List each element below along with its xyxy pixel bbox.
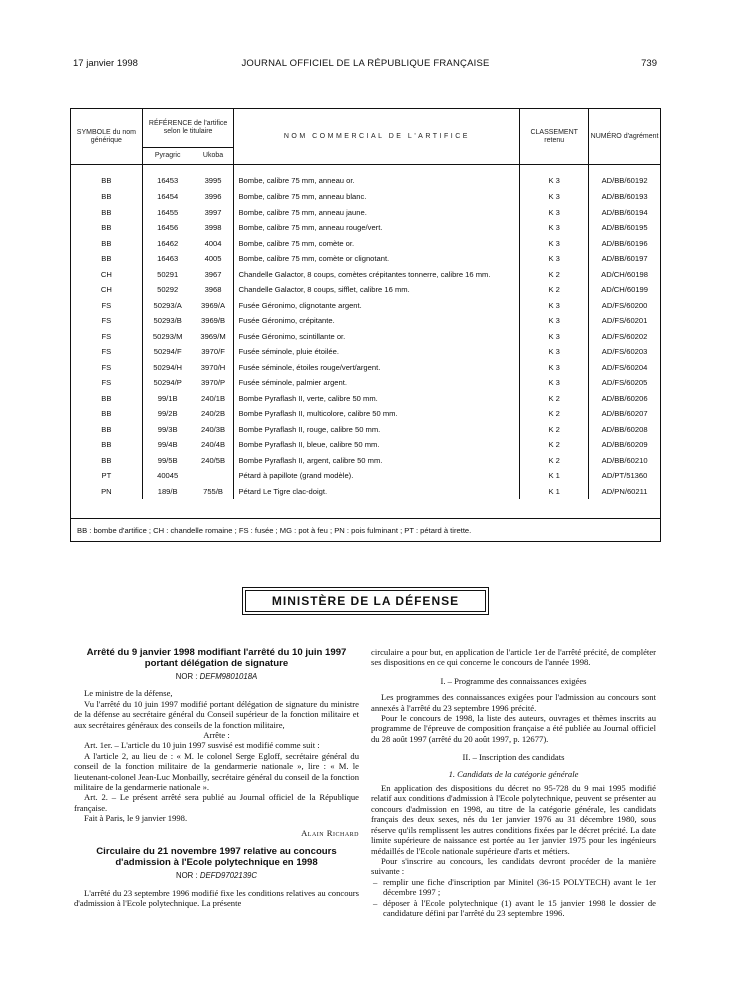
cell-classement: K 3 bbox=[520, 313, 589, 329]
col-header-symbole: SYMBOLE du nom générique bbox=[71, 109, 142, 165]
cell-pyragric: 99/1B bbox=[157, 393, 178, 403]
circulaire-continued: circulaire a pour but, en application de l'article 1er de l'arrêté précité, de compléter ses dispositions en ce qui concerne le concours de l'année 1998. bbox=[371, 647, 656, 668]
table-row bbox=[71, 165, 660, 190]
cell-nom: Bombe Pyraflash II, argent, calibre 50 mm. bbox=[234, 453, 520, 469]
cell-ukoba: 3967 bbox=[193, 267, 234, 283]
cell-pyragric: 16453 bbox=[157, 175, 179, 185]
cell-nom: Bombe Pyraflash II, multicolore, calibre 50 mm. bbox=[234, 406, 520, 422]
cell-numero: AD/BB/60195 bbox=[601, 223, 648, 233]
cell-pyragric: 16463 bbox=[157, 254, 179, 264]
table-row bbox=[71, 360, 660, 376]
cell-numero: AD/CH/60199 bbox=[601, 285, 648, 295]
circulaire-paragraph-1: L'arrêté du 23 septembre 1996 modifié fixe les conditions relatives au concours d'admission à l'Ecole polytechnique. La présente bbox=[74, 887, 359, 908]
table-row bbox=[71, 189, 660, 205]
cell-nom: Chandelle Galactor, 8 coups, comètes crépitantes tonnerre, calibre 16 mm. bbox=[234, 267, 520, 283]
cell-symbole: FS bbox=[71, 313, 142, 329]
table-row bbox=[71, 453, 660, 469]
cell-pyragric: 16455 bbox=[157, 207, 179, 217]
table-row bbox=[71, 220, 660, 236]
left-column bbox=[74, 647, 359, 908]
inscription-paragraph-1: En application des dispositions du décret no 95-728 du 9 mai 1995 modifié relatif aux conditions d'admission à l'Ecole polytechnique, peuvent se présenter au concours d'admission en 1998, au titre de la catégorie générale, les candidats français des deux sexes, nés du 1er janvier 1976 au 31 décembre 1980, sous réserve qu'ils remplissent les autres conditions fixées par le décret précité. La date limite supérieure de naissance est portée au 1er janvier 1975 pour les ingénieurs médaillés de l'Ecole nationale supérieure d'arts et métiers. bbox=[371, 783, 656, 856]
cell-ukoba: 755/B bbox=[193, 484, 234, 500]
inscription-step-1: – remplir une fiche d'inscription par Minitel (36-15 POLYTECH) avant le 1er décembre 1997 ; bbox=[371, 877, 656, 898]
col-header-nom: NOM COMMERCIAL DE L'ARTIFICE bbox=[234, 109, 520, 165]
cell-symbole: BB bbox=[71, 406, 142, 422]
cell-nom: Chandelle Galactor, 8 coups, sifflet, calibre 16 mm. bbox=[234, 282, 520, 298]
cell-ukoba: 240/2B bbox=[193, 406, 234, 422]
cell-classement: K 3 bbox=[520, 220, 589, 236]
cell-pyragric: 99/4B bbox=[157, 440, 178, 450]
cell-ukoba: 240/5B bbox=[193, 453, 234, 469]
cell-nom: Fusée Géronimo, clignotante argent. bbox=[234, 298, 520, 314]
cell-symbole: BB bbox=[71, 165, 142, 190]
table-row bbox=[71, 251, 660, 267]
cell-nom: Bombe, calibre 75 mm, anneau rouge/vert. bbox=[234, 220, 520, 236]
cell-numero: AD/BB/60192 bbox=[601, 175, 648, 185]
cell-numero: AD/BB/60197 bbox=[601, 254, 648, 264]
arrete-article-2: Art. 2. – Le présent arrêté sera publié au Journal officiel de la République française. bbox=[74, 792, 359, 813]
table-body bbox=[71, 165, 660, 500]
cell-ukoba: 3970/H bbox=[193, 360, 234, 376]
cell-numero: AD/PT/51360 bbox=[601, 471, 648, 481]
cell-pyragric: 99/3B bbox=[157, 424, 178, 434]
cell-numero: AD/FS/60203 bbox=[601, 347, 648, 357]
artifice-table bbox=[70, 108, 661, 542]
table-legend: BB : bombe d'artifice ; CH : chandelle romaine ; FS : fusée ; MG : pot à feu ; PN : pois fulminant ; PT : pétard à tirette. bbox=[71, 518, 660, 542]
header-page-number: 739 bbox=[641, 58, 657, 69]
cell-ukoba: 3996 bbox=[193, 189, 234, 205]
cell-symbole: BB bbox=[71, 251, 142, 267]
cell-classement: K 3 bbox=[520, 298, 589, 314]
header-date: 17 janvier 1998 bbox=[73, 58, 138, 69]
cell-numero: AD/FS/60205 bbox=[601, 378, 648, 388]
cell-numero: AD/PN/60211 bbox=[601, 486, 648, 496]
cell-pyragric: 99/2B bbox=[157, 409, 178, 419]
cell-nom: Bombe, calibre 75 mm, anneau jaune. bbox=[234, 205, 520, 221]
inscription-step-2: – déposer à l'Ecole polytechnique (1) avant le 15 janvier 1998 le dossier de candidature défini par l'arrêté du 23 septembre 1996. bbox=[371, 898, 656, 919]
cell-pyragric: 189/B bbox=[157, 486, 178, 496]
table-row bbox=[71, 329, 660, 345]
table-row bbox=[71, 437, 660, 453]
cell-numero: AD/FS/60204 bbox=[601, 362, 648, 372]
cell-pyragric: 50293/M bbox=[152, 331, 183, 341]
cell-nom: Fusée séminole, étoiles rouge/vert/argent. bbox=[234, 360, 520, 376]
cell-symbole: BB bbox=[71, 437, 142, 453]
cell-ukoba: 3997 bbox=[193, 205, 234, 221]
arrete-intro: Le ministre de la défense, bbox=[84, 688, 173, 699]
cell-pyragric: 50294/P bbox=[153, 378, 182, 388]
cell-numero: AD/BB/60207 bbox=[601, 409, 648, 419]
table-row bbox=[71, 298, 660, 314]
cell-classement: K 1 bbox=[520, 468, 589, 484]
arrete-article-1: Art. 1er. – L'article du 10 juin 1997 susvisé est modifié comme suit : bbox=[84, 740, 320, 751]
cell-symbole: FS bbox=[71, 375, 142, 391]
table-row bbox=[71, 282, 660, 298]
cell-ukoba: 3970/P bbox=[193, 375, 234, 391]
cell-nom: Fusée séminole, palmier argent. bbox=[234, 375, 520, 391]
cell-symbole: FS bbox=[71, 329, 142, 345]
cell-classement: K 3 bbox=[520, 360, 589, 376]
cell-numero: AD/FS/60202 bbox=[601, 331, 648, 341]
cell-ukoba: 3969/M bbox=[193, 329, 234, 345]
cell-symbole: FS bbox=[71, 344, 142, 360]
cell-symbole: BB bbox=[71, 422, 142, 438]
circulaire-nor-prefix: NOR : bbox=[175, 871, 198, 881]
cell-numero: AD/BB/60209 bbox=[601, 440, 648, 450]
cell-numero: AD/CH/60198 bbox=[601, 269, 648, 279]
cell-classement: K 2 bbox=[520, 267, 589, 283]
cell-nom: Fusée séminole, pluie étoilée. bbox=[234, 344, 520, 360]
cell-numero: AD/FS/60200 bbox=[601, 300, 648, 310]
table-row bbox=[71, 484, 660, 500]
cell-nom: Bombe, calibre 75 mm, comète or. bbox=[234, 236, 520, 252]
cell-numero: AD/BB/60206 bbox=[601, 393, 648, 403]
cell-numero: AD/BB/60193 bbox=[601, 192, 648, 202]
cell-numero: AD/BB/60210 bbox=[601, 455, 648, 465]
cell-symbole: CH bbox=[71, 267, 142, 283]
programme-paragraph-2: Pour le concours de 1998, la liste des auteurs, ouvrages et thèmes inscrits au programme de l'épreuve de composition française a été publiée au Journal officiel du 28 août 1997 (arrêté du 20 août 1997, p. 12677). bbox=[371, 713, 656, 744]
cell-ukoba: 3995 bbox=[193, 165, 234, 190]
cell-nom: Bombe Pyraflash II, verte, calibre 50 mm. bbox=[234, 391, 520, 407]
cell-symbole: PT bbox=[71, 468, 142, 484]
circulaire-title: Circulaire du 21 novembre 1997 relative au concours d'admission à l'Ecole polytechnique en 1998 bbox=[96, 846, 337, 869]
arrete-visa: Vu l'arrêté du 10 juin 1997 modifié portant délégation de signature du ministre de la défense au secrétaire général du Conseil supérieur de la fonction militaire et aux secrétaires généraux des conseils de la fonction militaire, bbox=[74, 698, 359, 730]
cell-nom: Bombe, calibre 75 mm, comète or clignotant. bbox=[234, 251, 520, 267]
table-row bbox=[71, 406, 660, 422]
cell-pyragric: 50291 bbox=[157, 269, 179, 279]
arrete-nor bbox=[74, 672, 359, 682]
section-programme-heading: I. – Programme des connaissances exigées bbox=[440, 675, 587, 686]
arrete-nor-code: DEFM9801018A bbox=[199, 672, 258, 681]
arrete-nor-prefix: NOR : bbox=[175, 672, 198, 681]
cell-nom: Fusée Géronimo, crépitante. bbox=[234, 313, 520, 329]
cell-ukoba: 240/4B bbox=[193, 437, 234, 453]
cell-classement: K 3 bbox=[520, 329, 589, 345]
cell-classement: K 2 bbox=[520, 391, 589, 407]
cell-ukoba: 3969/B bbox=[193, 313, 234, 329]
col-header-ukoba: Ukoba bbox=[193, 148, 234, 165]
col-header-numero: NUMÉRO d'agrément bbox=[589, 109, 660, 165]
cell-nom: Bombe Pyraflash II, rouge, calibre 50 mm. bbox=[234, 422, 520, 438]
cell-numero: AD/BB/60196 bbox=[601, 238, 648, 248]
right-column bbox=[371, 647, 656, 918]
table-row bbox=[71, 422, 660, 438]
col-header-classement: CLASSEMENT retenu bbox=[520, 109, 589, 165]
header-journal-title: JOURNAL OFFICIEL DE LA RÉPUBLIQUE FRANÇAISE bbox=[241, 58, 490, 69]
arrete-article-1-text: A l'article 2, au lieu de : « M. le colonel Serge Egloff, secrétaire général du conseil de la fonction militaire de la gendarmerie nationale », lire : « M. le lieutenant-colonel Jean-Luc Monbailly, secrétaire général du conseil de la fonction militaire de la gendarmerie nationale ». bbox=[74, 750, 359, 793]
cell-pyragric: 50293/A bbox=[153, 300, 182, 310]
cell-ukoba bbox=[193, 468, 234, 484]
cell-ukoba: 4005 bbox=[193, 251, 234, 267]
cell-nom: Bombe, calibre 75 mm, anneau blanc. bbox=[234, 189, 520, 205]
cell-numero: AD/BB/60194 bbox=[601, 207, 648, 217]
cell-classement: K 2 bbox=[520, 422, 589, 438]
table-row bbox=[71, 391, 660, 407]
cell-nom: Bombe Pyraflash II, bleue, calibre 50 mm. bbox=[234, 437, 520, 453]
cell-symbole: BB bbox=[71, 391, 142, 407]
cell-pyragric: 50294/F bbox=[153, 347, 182, 357]
cell-classement: K 3 bbox=[520, 165, 589, 190]
cell-nom: Fusée Géronimo, scintillante or. bbox=[234, 329, 520, 345]
inscription-paragraph-2: Pour s'inscrire au concours, les candidats devront procéder de la manière suivante : bbox=[371, 855, 656, 877]
cell-ukoba: 3969/A bbox=[193, 298, 234, 314]
cell-pyragric: 16456 bbox=[157, 223, 179, 233]
cell-numero: AD/FS/60201 bbox=[601, 316, 648, 326]
cell-symbole: BB bbox=[71, 205, 142, 221]
ministry-heading: MINISTÈRE DE LA DÉFENSE bbox=[245, 590, 486, 612]
cell-pyragric: 50293/B bbox=[153, 316, 182, 326]
cell-classement: K 3 bbox=[520, 375, 589, 391]
cell-classement: K 3 bbox=[520, 251, 589, 267]
table-row bbox=[71, 468, 660, 484]
cell-ukoba: 3970/F bbox=[193, 344, 234, 360]
cell-symbole: FS bbox=[71, 360, 142, 376]
arrete-signer: Alain Richard bbox=[301, 827, 359, 838]
cell-nom: Pétard à papillote (grand modèle). bbox=[234, 468, 520, 484]
circulaire-nor-code: DEFD9702139C bbox=[199, 871, 258, 881]
cell-symbole: FS bbox=[71, 298, 142, 314]
subsection-categorie-generale: 1. Candidats de la catégorie générale bbox=[448, 768, 579, 779]
cell-classement: K 2 bbox=[520, 453, 589, 469]
cell-pyragric: 40045 bbox=[157, 471, 179, 481]
programme-paragraph-1: Les programmes des connaissances exigées pour l'admission au concours sont annexés à l'arrêté du 23 septembre 1996 précité. bbox=[371, 692, 656, 713]
cell-nom: Bombe, calibre 75 mm, anneau or. bbox=[234, 165, 520, 190]
cell-classement: K 2 bbox=[520, 282, 589, 298]
table-row bbox=[71, 313, 660, 329]
cell-symbole: BB bbox=[71, 220, 142, 236]
section-inscription-heading: II. – Inscription des candidats bbox=[462, 752, 565, 763]
cell-classement: K 3 bbox=[520, 189, 589, 205]
circulaire-nor bbox=[74, 871, 359, 881]
arrete-arrete: Arrête : bbox=[203, 730, 230, 741]
table-row bbox=[71, 344, 660, 360]
cell-pyragric: 16462 bbox=[157, 238, 179, 248]
cell-ukoba: 4004 bbox=[193, 236, 234, 252]
cell-classement: K 3 bbox=[520, 236, 589, 252]
table-row bbox=[71, 375, 660, 391]
cell-ukoba: 240/1B bbox=[193, 391, 234, 407]
cell-classement: K 3 bbox=[520, 205, 589, 221]
cell-pyragric: 50292 bbox=[157, 285, 179, 295]
cell-pyragric: 50294/H bbox=[153, 362, 183, 372]
cell-symbole: PN bbox=[71, 484, 142, 500]
cell-symbole: BB bbox=[71, 189, 142, 205]
col-header-pyragric: Pyragric bbox=[142, 148, 192, 165]
table-row bbox=[71, 205, 660, 221]
cell-symbole: CH bbox=[71, 282, 142, 298]
cell-symbole: BB bbox=[71, 236, 142, 252]
arrete-title: Arrêté du 9 janvier 1998 modifiant l'arrêté du 10 juin 1997 portant délégation de signature bbox=[86, 647, 347, 669]
col-header-reference: RÉFÉRENCE de l'artifice selon le titulaire bbox=[142, 109, 234, 148]
cell-classement: K 3 bbox=[520, 344, 589, 360]
cell-ukoba: 3968 bbox=[193, 282, 234, 298]
cell-ukoba: 240/3B bbox=[193, 422, 234, 438]
table-row bbox=[71, 236, 660, 252]
cell-classement: K 2 bbox=[520, 437, 589, 453]
cell-classement: K 2 bbox=[520, 406, 589, 422]
table-row bbox=[71, 267, 660, 283]
cell-pyragric: 16454 bbox=[157, 192, 179, 202]
cell-symbole: BB bbox=[71, 453, 142, 469]
cell-pyragric: 99/5B bbox=[157, 455, 178, 465]
cell-classement: K 1 bbox=[520, 484, 589, 500]
cell-nom: Pétard Le Tigre clac-doigt. bbox=[234, 484, 520, 500]
arrete-fait: Fait à Paris, le 9 janvier 1998. bbox=[84, 813, 188, 824]
cell-numero: AD/BB/60208 bbox=[601, 424, 648, 434]
cell-ukoba: 3998 bbox=[193, 220, 234, 236]
